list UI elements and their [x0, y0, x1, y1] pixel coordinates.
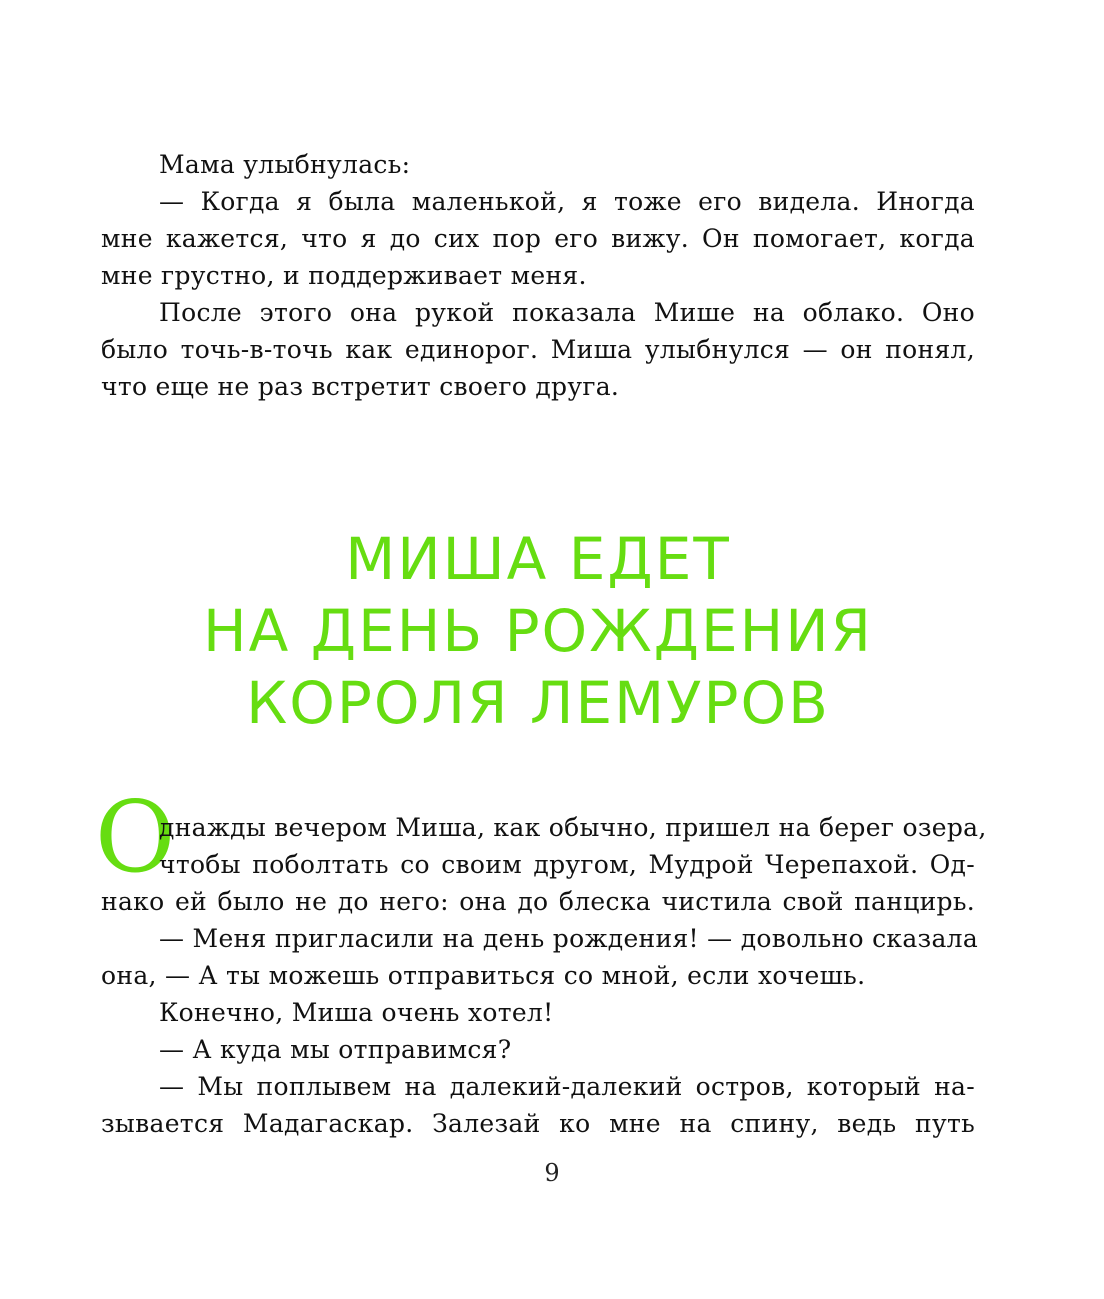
chapter-title [101, 523, 975, 739]
text-line: днажды вечером Миша, как обычно, пришел на берег озера, [159, 813, 987, 842]
text-line: нако ей было не до него: она до блеска чистила свой панцирь. [101, 887, 975, 916]
chapter-text [101, 809, 987, 1142]
text-line: — Меня пригласили на день рождения! — довольно сказала [159, 924, 979, 953]
text-line: чтобы поболтать со своим другом, Мудрой Черепахой. Од- [159, 850, 975, 879]
chapter-title-line: МИША ЕДЕТ [345, 525, 731, 593]
text-line: Мама улыбнулась: [159, 150, 411, 179]
drop-cap: О [95, 781, 176, 895]
text-line: — Мы поплывем на далекий-далекий остров, который на- [159, 1072, 975, 1101]
text-line: зывается Мадагаскар. Залезай ко мне на спину, ведь путь [101, 1109, 975, 1138]
chapter-title-line: НА ДЕНЬ РОЖДЕНИЯ [203, 597, 873, 665]
text-line: После этого она рукой показала Мише на облако. Оно [159, 298, 975, 327]
text-line: она, — А ты можешь отправиться со мной, если хочешь. [101, 961, 866, 990]
chapter-title-line: КОРОЛЯ ЛЕМУРОВ [246, 669, 830, 737]
text-line: мне грустно, и поддерживает меня. [101, 261, 587, 290]
text-line: — А куда мы отправимся? [159, 1035, 512, 1064]
text-line: Конечно, Миша очень хотел! [159, 998, 554, 1027]
page-number: 9 [544, 1159, 560, 1187]
text-line: мне кажется, что я до сих пор его вижу. Он помогает, когда [101, 224, 975, 253]
text-line: было точь-в-точь как единорог. Миша улыбнулся — он понял, [101, 335, 975, 364]
intro-text [101, 146, 975, 405]
text-line: что еще не раз встретит своего друга. [101, 372, 620, 401]
text-line: — Когда я была маленькой, я тоже его видела. Иногда [159, 187, 975, 216]
